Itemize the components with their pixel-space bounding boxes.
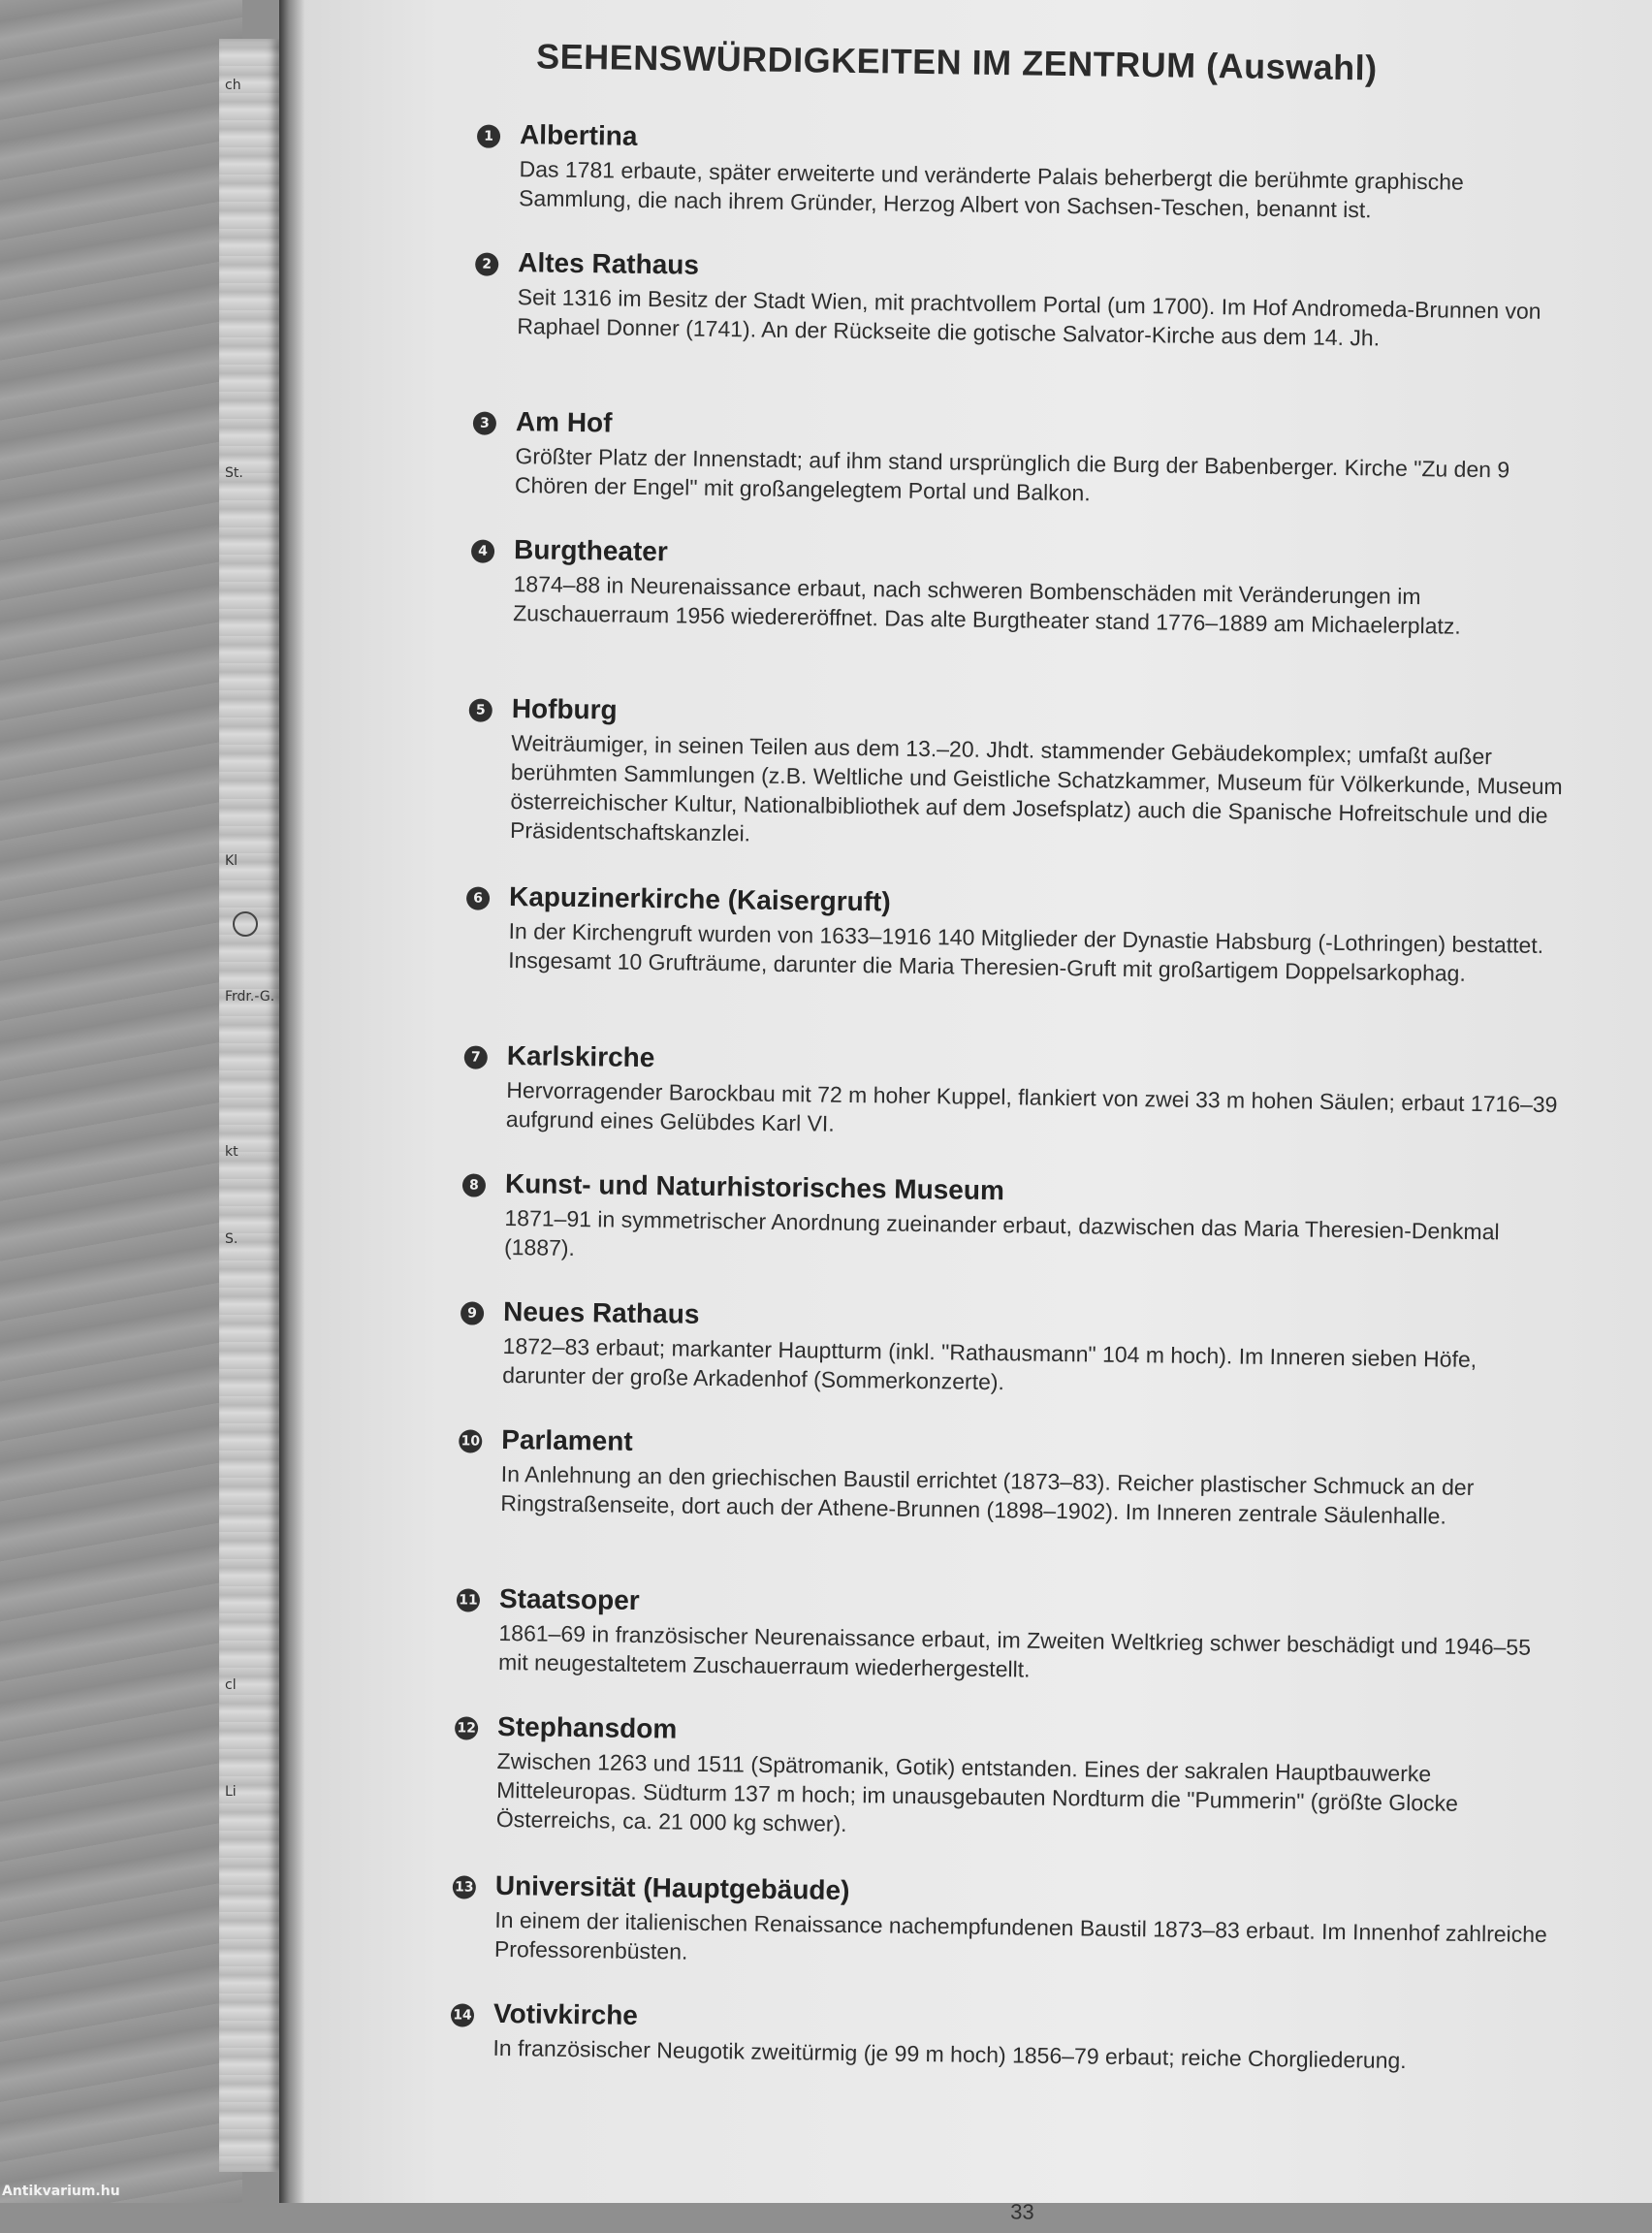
map-marker-icon bbox=[233, 911, 258, 937]
map-label: S. bbox=[225, 1231, 238, 1247]
list-item bbox=[471, 533, 1586, 639]
item-number-badge: 11 bbox=[457, 1588, 480, 1611]
item-number-badge: 12 bbox=[455, 1716, 478, 1739]
page-content bbox=[273, 0, 1652, 2224]
sights-list bbox=[453, 90, 1593, 2074]
item-name: Neues Rathaus bbox=[502, 1295, 700, 1329]
item-description: In französischer Neugotik zweitürmig (je 99 m hoch) 1856–79 erbaut; reiche Chorgliederung. bbox=[492, 2034, 1407, 2074]
list-item bbox=[453, 1869, 1568, 1964]
item-description: Zwischen 1263 und 1511 (Spätromanik, Gotik) entstanden. Eines der sakralen Hauptbauwerke Mitteleuropas. Südturm 137 m hoch; im unausgebauten Nordturm die "Pummerin" (größte Glocke Österreichs, ca. 21 000 kg schwer). bbox=[495, 1747, 1459, 1836]
item-description: Hervorragender Barockbau mit 72 m hoher Kuppel, flankiert von zwei 33 m hohen Säulen; erbaut 1716–39 aufgrund eines Gelübdes Karl VI. bbox=[505, 1077, 1558, 1136]
page-number: 33 bbox=[1010, 2199, 1034, 2224]
map-label: cl bbox=[225, 1677, 237, 1693]
list-item bbox=[457, 1582, 1572, 1682]
list-item bbox=[473, 405, 1588, 506]
folded-map-edge bbox=[219, 39, 282, 2172]
item-description: 1872–83 erbaut; markanter Hauptturm (inkl. "Rathausmann" 104 m hoch). Im Inneren sieben Höfe, darunter der große Arkadenhof (Sommerkonzerte). bbox=[502, 1332, 1477, 1395]
list-item bbox=[469, 692, 1584, 846]
item-description: In einem der italienischen Renaissance nachempfundenen Baustil 1873–83 erbaut. Im Innenhof zahlreiche Professorenbüsten. bbox=[493, 1906, 1548, 1964]
map-label: St. bbox=[225, 465, 243, 481]
item-name: Karlskirche bbox=[506, 1040, 655, 1073]
item-name: Universität (Hauptgebäude) bbox=[494, 1869, 850, 1906]
map-label: Frdr.-G. bbox=[225, 989, 275, 1005]
item-number-badge: 3 bbox=[473, 411, 496, 434]
map-label: ch bbox=[225, 78, 241, 93]
item-description: Weiträumiger, in seinen Teilen aus dem 13.–20. Jhdt. stammender Gebäudekomplex; umfaßt außer berühmten Sammlungen (z.B. Weltliche und Geistliche Schatzkammer, Museum für Völkerkunde, Museum österreichischer Kultur, Nationalbibliothek auf dem Josefsplatz) auch die Spanische Hofreitschule und die Präsidentschaftskanzlei. bbox=[509, 730, 1563, 846]
item-number-badge: 5 bbox=[469, 698, 492, 721]
map-label: kt bbox=[225, 1144, 238, 1160]
list-item bbox=[477, 119, 1592, 223]
item-number-badge: 13 bbox=[453, 1875, 476, 1898]
item-description: 1871–91 in symmetrischer Anordnung zueinander erbaut, dazwischen das Maria Theresien-Denkmal (1887). bbox=[503, 1205, 1500, 1261]
list-item bbox=[462, 1167, 1577, 1261]
list-item bbox=[461, 1295, 1575, 1395]
map-label: Kl bbox=[225, 853, 238, 869]
item-name: Hofburg bbox=[511, 693, 618, 725]
item-description: In der Kirchengruft wurden von 1633–1916 140 Mitglieder der Dynastie Habsburg (-Lothringen) bestattet. Insgesamt 10 Grufträume, darunter die Maria Theresien-Gruft mit großartigem Doppelsarkophag. bbox=[508, 918, 1544, 986]
page-title: SEHENSWÜRDIGKEITEN IM ZENTRUM (Auswahl) bbox=[535, 36, 1378, 88]
list-item bbox=[466, 880, 1581, 986]
list-item bbox=[451, 1997, 1566, 2074]
item-number-badge: 4 bbox=[471, 539, 494, 562]
list-item bbox=[475, 246, 1590, 351]
watermark: Antikvarium.hu bbox=[2, 2184, 120, 2199]
map-label: Li bbox=[225, 1784, 237, 1800]
item-name: Am Hof bbox=[515, 406, 613, 438]
list-item bbox=[455, 1710, 1570, 1836]
list-item bbox=[460, 1423, 1574, 1529]
item-name: Altes Rathaus bbox=[518, 247, 700, 280]
item-number-badge: 8 bbox=[462, 1173, 486, 1196]
item-name: Stephansdom bbox=[496, 1710, 678, 1744]
item-number-badge: 10 bbox=[459, 1429, 482, 1452]
item-number-badge: 1 bbox=[477, 125, 500, 148]
item-number-badge: 9 bbox=[461, 1301, 484, 1324]
item-name: Burgtheater bbox=[513, 534, 669, 567]
book-page bbox=[304, 0, 1652, 2224]
item-name: Kapuzinerkirche (Kaisergruft) bbox=[508, 881, 891, 917]
item-description: 1861–69 in französischer Neurenaissance erbaut, im Zweiten Weltkrieg schwer beschädigt und 1946–55 mit neugestaltetem Zuschauerraum wiederhergestellt. bbox=[497, 1619, 1532, 1682]
item-description: In Anlehnung an den griechischen Baustil errichtet (1873–83). Reicher plastischer Schmuck an der Ringstraßenseite, dort auch der Athene-Brunnen (1898–1902). Im Inneren zentrale Säulenhalle. bbox=[500, 1460, 1475, 1529]
list-item bbox=[464, 1039, 1579, 1136]
item-name: Albertina bbox=[519, 119, 638, 151]
item-number-badge: 6 bbox=[466, 886, 490, 909]
item-number-badge: 7 bbox=[464, 1045, 488, 1069]
item-name: Parlament bbox=[501, 1423, 633, 1456]
item-name: Staatsoper bbox=[498, 1582, 640, 1615]
item-description: Größter Platz der Innenstadt; auf ihm stand ursprünglich die Burg der Babenberger. Kirche "Zu den 9 Chören der Engel" mit großangelegtem Portal und Balkon. bbox=[514, 443, 1510, 506]
item-description: 1874–88 in Neurenaissance erbaut, nach schweren Bombenschäden mit Veränderungen im Zuschauerraum 1956 wiedereröffnet. Das alte Burgtheater stand 1776–1889 am Michaelerplatz. bbox=[513, 571, 1461, 639]
item-description: Seit 1316 im Besitz der Stadt Wien, mit prachtvollem Portal (um 1700). Im Hof Andromeda-Brunnen von Raphael Donner (1741). An der Rückseite die gotische Salvator-Kirche aus dem 14. Jh. bbox=[517, 284, 1541, 351]
item-description: Das 1781 erbaute, später erweiterte und veränderte Palais beherbergt die berühmte graphische Sammlung, die nach ihrem Gründer, Herzog Albert von Sachsen-Teschen, benannt ist. bbox=[518, 156, 1464, 223]
item-name: Kunst- und Naturhistorisches Museum bbox=[504, 1168, 1005, 1206]
item-number-badge: 2 bbox=[475, 252, 498, 275]
item-number-badge: 14 bbox=[451, 2003, 474, 2026]
table-surface bbox=[0, 0, 242, 2203]
item-name: Votivkirche bbox=[492, 1997, 639, 2031]
